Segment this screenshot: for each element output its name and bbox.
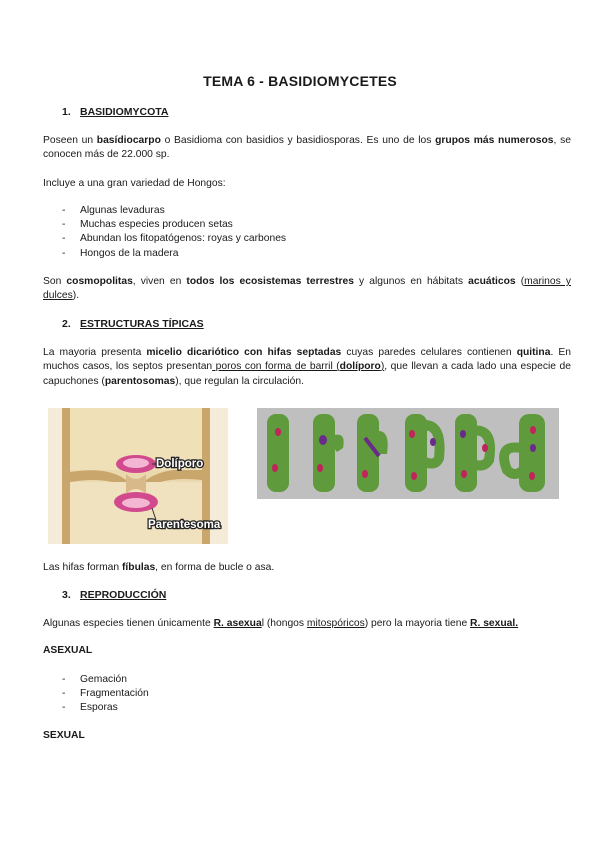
list-item: - Muchas especies producen setas xyxy=(62,219,233,230)
parentesoma-label: Parentesoma xyxy=(148,519,221,531)
paragraph-micelio: La mayoria presenta micelio dicariótico con hifas septadas cuyas paredes celulares contienen quitina. En muchos casos, los septos presentan poros con forma de barril (dolíporo), que llevan a cada lado una especie de capuchones (parentosomas), que regulan la circulación. xyxy=(43,347,571,387)
paragraph-variedad: Incluye a una gran variedad de Hongos: xyxy=(43,178,226,189)
page-title: TEMA 6 - BASIDIOMYCETES xyxy=(203,73,397,89)
doliporo-label: Dolíporo xyxy=(156,458,204,470)
section-label: REPRODUCCIÓN xyxy=(80,589,167,601)
subheading-sexual: SEXUAL xyxy=(43,730,85,741)
list-item: - Fragmentación xyxy=(62,688,149,699)
doliporo-figure xyxy=(48,408,228,544)
list-item: - Gemación xyxy=(62,674,127,685)
section-heading-3 xyxy=(62,589,166,601)
section-heading-2 xyxy=(62,318,204,330)
paragraph-fibulas: Las hifas forman fíbulas, en forma de bucle o asa. xyxy=(43,562,275,573)
fibula-formation-figure xyxy=(257,408,559,499)
list-item: - Esporas xyxy=(62,702,118,713)
list-item: - Algunas levaduras xyxy=(62,205,165,216)
section-label: BASIDIOMYCOTA xyxy=(80,106,169,118)
section-number: 1. xyxy=(62,106,71,118)
paragraph-basidiocarpo: Poseen un basídiocarpo o Basidioma con basidios y basidiosporas. Es uno de los grupos más numerosos, se conocen más de 22.000 sp. xyxy=(43,135,571,161)
paragraph-reproduccion: Algunas especies tienen únicamente R. asexual (hongos mitospóricos) pero la mayoria tiene R. sexual. xyxy=(43,618,519,629)
section-number: 3. xyxy=(62,589,71,601)
list-item: - Abundan los fitopatógenos: royas y carbones xyxy=(62,233,287,244)
subheading-asexual: ASEXUAL xyxy=(43,645,93,656)
section-heading-1 xyxy=(62,106,168,118)
list-item: - Hongos de la madera xyxy=(62,248,179,259)
section-number: 2. xyxy=(62,318,71,330)
paragraph-cosmopolitas: Son cosmopolitas, viven en todos los ecosistemas terrestres y algunos en hábitats acuáticos (marinos y dulces). xyxy=(43,276,572,302)
section-label: ESTRUCTURAS TÍPICAS xyxy=(80,318,204,330)
